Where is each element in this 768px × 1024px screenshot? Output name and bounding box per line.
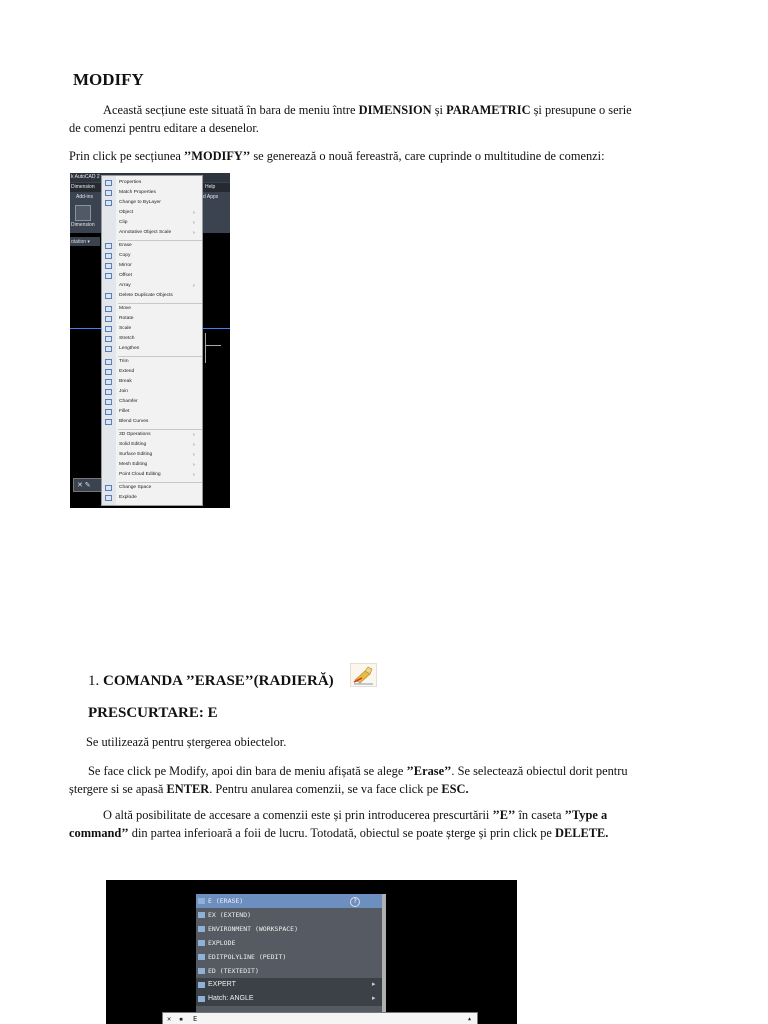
intro-parametric: PARAMETRIC xyxy=(446,103,531,117)
bylayer-icon xyxy=(105,200,112,206)
erase-p3-command: command’’ xyxy=(69,826,129,840)
menu-item-surface-editing[interactable] xyxy=(102,450,202,460)
rotate-icon xyxy=(105,316,112,322)
menu-item-label: Offset xyxy=(119,273,132,278)
autocomplete-panel xyxy=(196,894,382,1014)
submenu-arrow-icon: › xyxy=(193,283,195,289)
erase-p2-c: . Se selectează obiectul dorit pentru xyxy=(451,764,628,778)
menu-item-change-space[interactable] xyxy=(102,483,202,493)
command-icon xyxy=(198,912,205,918)
erase-p3-c: în caseta xyxy=(515,808,565,822)
wrench-icon[interactable]: ▪ xyxy=(179,1015,184,1023)
submenu-arrow-icon: › xyxy=(193,220,195,226)
expand-arrow-icon: ▸ xyxy=(372,995,376,1002)
autocomplete-scrollbar[interactable] xyxy=(382,894,386,1014)
erase-p2-enter: ENTER xyxy=(166,782,210,796)
autocomplete-label: ED (TEXTEDIT) xyxy=(208,967,259,975)
autocomplete-label: EX (EXTEND) xyxy=(208,911,252,919)
break-icon xyxy=(105,379,112,385)
help-icon[interactable]: ? xyxy=(350,897,360,907)
command-icon xyxy=(198,898,205,904)
menu-item-array[interactable] xyxy=(102,281,202,291)
chamfer-icon xyxy=(105,399,112,405)
erase-p2-esc: ESC. xyxy=(441,782,469,796)
menu-item-label: Change to ByLayer xyxy=(119,200,161,205)
p2-modify: ’’MODIFY’’ xyxy=(183,149,251,163)
command-icon xyxy=(198,954,205,960)
menu-item-chamfer[interactable] xyxy=(102,397,202,407)
menu-item-delete-duplicate-objects[interactable] xyxy=(102,291,202,301)
menu-item-label: Explode xyxy=(119,495,137,500)
menu-item-label: Extend xyxy=(119,369,135,374)
erase-p3-f: din partea inferioară a foii de lucru. Totodată, obiectul se poate șterge și prin click pe xyxy=(128,826,555,840)
autocomplete-label: EXPERT xyxy=(208,981,236,988)
ribbon-app-title: k AutoCAD 2 xyxy=(71,174,100,180)
autocomplete-label: EXPLODE xyxy=(208,939,236,947)
change-space-icon xyxy=(105,485,112,491)
erase-heading xyxy=(88,673,334,690)
menu-item-explode[interactable] xyxy=(102,493,202,503)
erase-p2-d: ștergere si se apasă xyxy=(69,782,167,796)
menu-item-label: Stretch xyxy=(119,336,135,341)
modify-menu-screenshot xyxy=(70,173,230,508)
menu-item-label: Lengthen xyxy=(119,346,140,351)
menu-item-label: Surface Editing xyxy=(119,452,153,457)
ribbon-tab-apps[interactable]: d Apps xyxy=(203,194,219,200)
menu-item-change-to-bylayer[interactable] xyxy=(102,198,202,208)
menu-item-clip[interactable] xyxy=(102,218,202,228)
delete-duplicate-icon xyxy=(105,293,112,299)
menu-item-label: Change Space xyxy=(119,485,152,490)
intro-text-a: Această secțiune este situată în bara de meniu între xyxy=(103,103,359,117)
submenu-arrow-icon: › xyxy=(193,462,195,468)
menu-item-move[interactable] xyxy=(102,304,202,314)
menu-item-copy[interactable] xyxy=(102,251,202,261)
menu-item-label: Erase xyxy=(119,243,132,248)
menu-item-label: Delete Duplicate Objects xyxy=(119,293,173,298)
ribbon-tab-help[interactable]: Help xyxy=(205,184,216,190)
trim-icon xyxy=(105,359,112,365)
command-strip-icons[interactable]: ✕ ✎ xyxy=(73,478,105,492)
menu-item-erase[interactable] xyxy=(102,241,202,251)
match-properties-icon xyxy=(105,190,112,196)
stretch-icon xyxy=(105,336,112,342)
autocomplete-label: EDITPOLYLINE (PEDIT) xyxy=(208,953,287,961)
command-icon xyxy=(198,996,205,1002)
menu-item-label: Move xyxy=(119,306,131,311)
menu-item-properties[interactable] xyxy=(102,178,202,188)
intro-paragraph-2 xyxy=(69,147,699,165)
submenu-arrow-icon: › xyxy=(193,452,195,458)
erase-p3-type: ’’Type a xyxy=(564,808,608,822)
erase-paragraph-3 xyxy=(69,806,719,842)
eraser-icon xyxy=(350,663,377,687)
move-icon xyxy=(105,306,112,312)
copy-icon xyxy=(105,253,112,259)
menu-item-rotate[interactable] xyxy=(102,314,202,324)
command-icon xyxy=(198,940,205,946)
menu-item-label: Mirror xyxy=(119,263,132,268)
menu-item-trim[interactable] xyxy=(102,357,202,367)
menu-item-label: Fillet xyxy=(119,409,130,414)
intro-text-c: și xyxy=(431,103,447,117)
command-autocomplete-screenshot xyxy=(106,880,517,1024)
chevron-up-icon[interactable]: ▲ xyxy=(468,1016,472,1022)
erase-paragraph-1: Se utilizează pentru ștergerea obiectelor. xyxy=(86,735,287,749)
menu-item-lengthen[interactable] xyxy=(102,344,202,354)
menu-item-label: 3D Operations xyxy=(119,432,151,437)
p2-text-c: se generează o nouă fereastră, care cuprinde o multitudine de comenzi: xyxy=(250,149,605,163)
menu-item-annotative-object-scale[interactable] xyxy=(102,228,202,238)
menu-item-label: Break xyxy=(119,379,132,384)
p2-text-a: Prin click pe secțiunea xyxy=(69,149,184,163)
erase-p2-erase: ’’Erase’’ xyxy=(406,764,452,778)
close-icon[interactable]: ✕ xyxy=(167,1015,172,1023)
autocomplete-row[interactable] xyxy=(196,922,382,936)
menu-item-label: Rotate xyxy=(119,316,134,321)
submenu-arrow-icon: › xyxy=(193,432,195,438)
offset-icon xyxy=(105,273,112,279)
menu-item-extend[interactable] xyxy=(102,367,202,377)
erase-paragraph-2 xyxy=(69,762,719,798)
submenu-arrow-icon: › xyxy=(193,210,195,216)
ribbon-tab-dimension[interactable]: Dimension xyxy=(71,184,95,190)
autocomplete-row[interactable] xyxy=(196,950,382,964)
erase-p3-a: O altă posibilitate de accesare a comenzii este și prin introducerea prescurtării xyxy=(103,808,493,822)
blend-curves-icon xyxy=(105,419,112,425)
erase-title: COMANDA ’’ERASE’’(RADIERĂ) xyxy=(103,673,334,689)
menu-item-stretch[interactable] xyxy=(102,334,202,344)
erase-icon xyxy=(105,243,112,249)
fillet-icon xyxy=(105,409,112,415)
autocomplete-label: ENVIRONMENT (WORKSPACE) xyxy=(208,925,299,933)
page-title: MODIFY xyxy=(73,70,144,89)
command-icon xyxy=(198,926,205,932)
intro-dimension: DIMENSION xyxy=(358,103,432,117)
extend-icon xyxy=(105,369,112,375)
erase-shortcut: PRESCURTARE: E xyxy=(88,705,218,721)
autocomplete-label: E (ERASE) xyxy=(208,897,244,905)
intro-text-e: și presupune o serie xyxy=(530,103,632,117)
menu-item-offset[interactable] xyxy=(102,271,202,281)
menu-item-join[interactable] xyxy=(102,387,202,397)
menu-item-mirror[interactable] xyxy=(102,261,202,271)
ribbon-dim-button[interactable] xyxy=(75,205,91,221)
annotation-dropdown[interactable]: otation ▾ xyxy=(71,239,90,245)
explode-icon xyxy=(105,495,112,501)
mirror-icon xyxy=(105,263,112,269)
autocomplete-row[interactable] xyxy=(196,908,382,922)
erase-p2-a: Se face click pe Modify, apoi din bara de meniu afișată se alege xyxy=(88,764,407,778)
command-icon xyxy=(198,968,205,974)
menu-item-mesh-editing[interactable] xyxy=(102,460,202,470)
menu-item-point-cloud-editing[interactable] xyxy=(102,470,202,480)
menu-item-label: Properties xyxy=(119,180,142,185)
erase-p3-e: ’’E’’ xyxy=(492,808,516,822)
menu-item-label: Copy xyxy=(119,253,131,258)
menu-item-label: Blend Curves xyxy=(119,419,149,424)
menu-item-label: Join xyxy=(119,389,128,394)
command-line[interactable] xyxy=(162,1012,478,1024)
menu-item-scale[interactable] xyxy=(102,324,202,334)
intro-line2: de comenzi pentru editare a desenelor. xyxy=(69,121,259,135)
modify-dropdown-menu xyxy=(101,175,203,506)
menu-item-label: Point Cloud Editing xyxy=(119,472,161,477)
autocomplete-row[interactable] xyxy=(196,964,382,978)
autocomplete-row[interactable] xyxy=(196,978,382,992)
properties-icon xyxy=(105,180,112,186)
submenu-arrow-icon: › xyxy=(193,442,195,448)
autocomplete-label: Hatch: ANGLE xyxy=(208,995,254,1002)
intro-paragraph xyxy=(69,101,699,137)
ribbon-dimension-label: Dimension xyxy=(71,222,95,228)
menu-item-label: Chamfer xyxy=(119,399,138,404)
erase-number: 1. xyxy=(88,673,100,689)
command-icon xyxy=(198,982,205,988)
menu-item-object[interactable] xyxy=(102,208,202,218)
menu-item-label: Match Properties xyxy=(119,190,156,195)
erase-p2-f: . Pentru anularea comenzii, se va face click pe xyxy=(209,782,442,796)
expand-arrow-icon: ▸ xyxy=(372,981,376,988)
menu-item-blend-curves[interactable] xyxy=(102,417,202,427)
menu-item-3d-operations[interactable] xyxy=(102,430,202,440)
join-icon xyxy=(105,389,112,395)
ribbon-tab-addins[interactable]: Add-ins xyxy=(76,194,93,200)
lengthen-icon xyxy=(105,346,112,352)
command-input[interactable]: E xyxy=(193,1015,198,1023)
submenu-arrow-icon: › xyxy=(193,230,195,236)
menu-item-label: Clip xyxy=(119,220,128,225)
autocomplete-row[interactable] xyxy=(196,992,382,1006)
menu-item-solid-editing[interactable] xyxy=(102,440,202,450)
autocomplete-row[interactable] xyxy=(196,936,382,950)
menu-item-label: Array xyxy=(119,283,131,288)
scale-icon xyxy=(105,326,112,332)
menu-item-label: Solid Editing xyxy=(119,442,147,447)
submenu-arrow-icon: › xyxy=(193,472,195,478)
crosshair-vertical xyxy=(205,333,206,363)
menu-item-label: Scale xyxy=(119,326,132,331)
menu-item-label: Trim xyxy=(119,359,129,364)
menu-item-match-properties[interactable] xyxy=(102,188,202,198)
menu-item-label: Mesh Editing xyxy=(119,462,148,467)
menu-item-break[interactable] xyxy=(102,377,202,387)
crosshair-horizontal xyxy=(205,345,221,346)
menu-item-fillet[interactable] xyxy=(102,407,202,417)
menu-item-label: Annotative Object Scale xyxy=(119,230,172,235)
menu-item-label: Object xyxy=(119,210,134,215)
erase-p3-delete: DELETE. xyxy=(555,826,609,840)
